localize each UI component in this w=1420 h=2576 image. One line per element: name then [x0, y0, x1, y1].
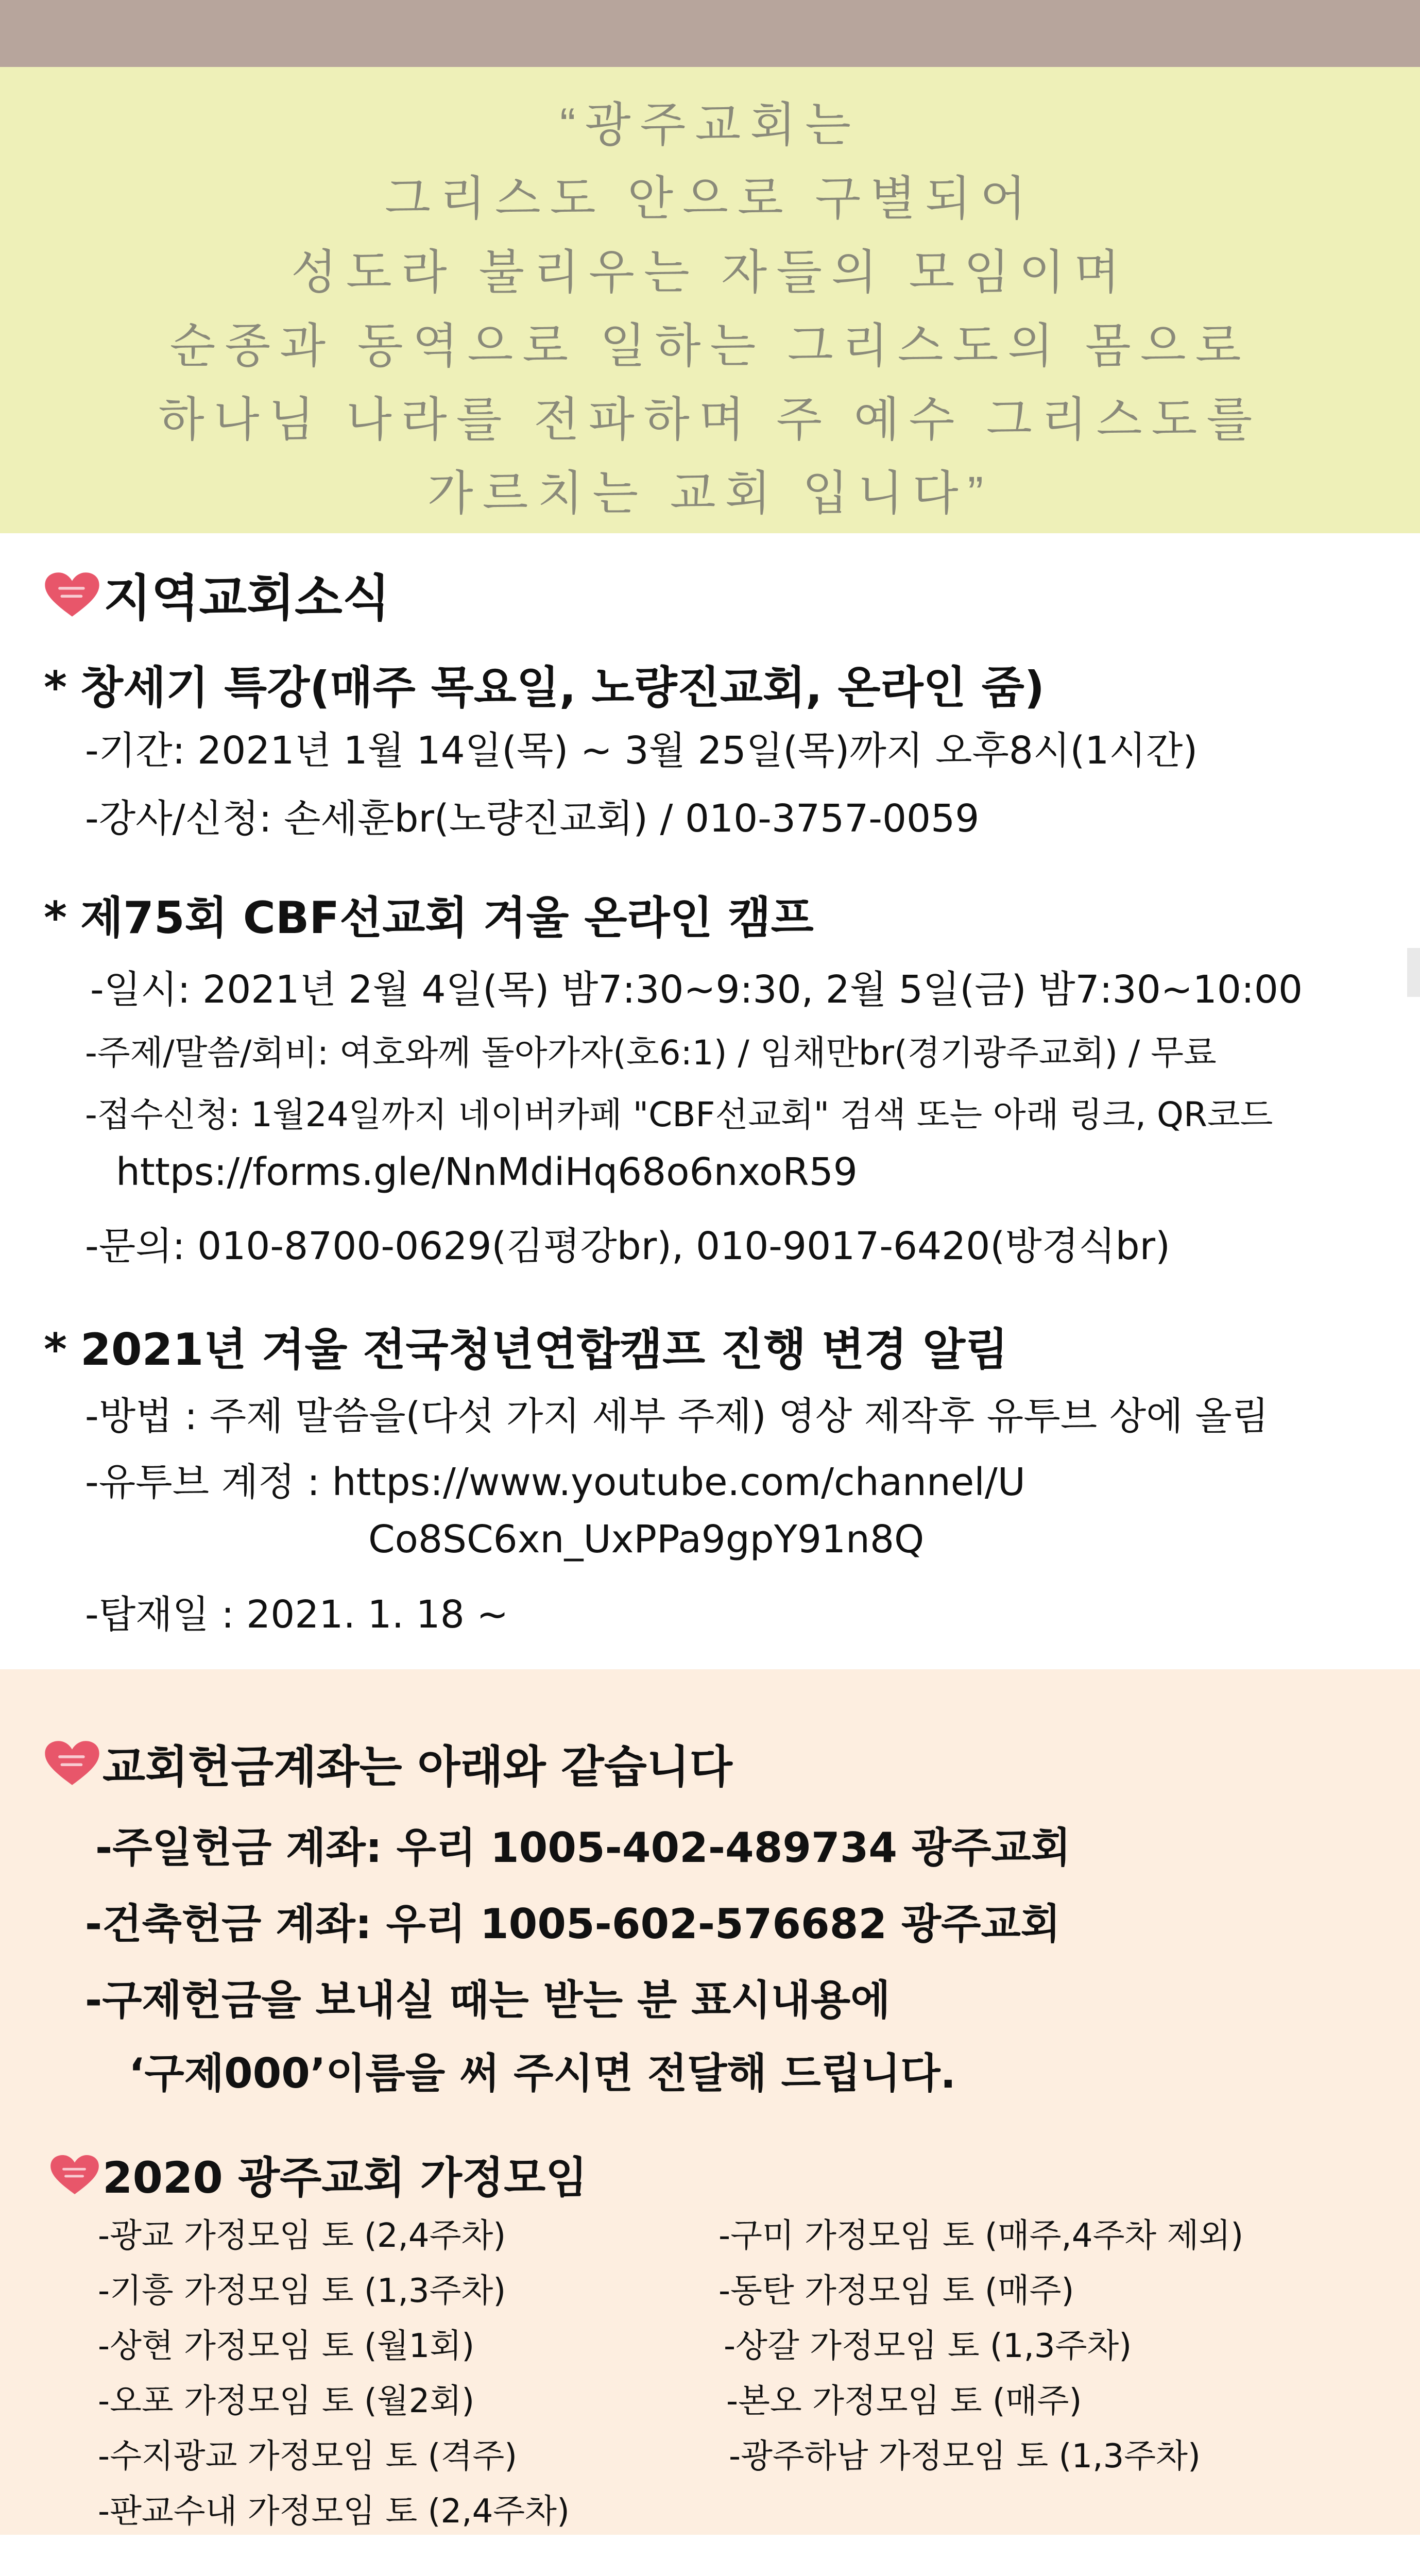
news-item-line: -주제/말씀/회비: 여호와께 돌아가자(호6:1) / 임채만br(경기광주교회) / 무료: [85, 1033, 1217, 1073]
motto-line: “광주교회는: [560, 99, 860, 151]
offering-header: [44, 1731, 732, 1795]
heart-icon: [44, 571, 100, 618]
home-group-item: -광주하남 가정모임 토 (1,3주차): [729, 2437, 1201, 2476]
news-item-line: -탑재일 : 2021. 1. 18 ~: [85, 1592, 509, 1637]
top-band: [0, 0, 1420, 67]
news-link[interactable]: Co8SC6xn_UxPPa9gpY91n8Q: [368, 1517, 925, 1562]
home-group-item: -동탄 가정모임 토 (매주): [718, 2272, 1074, 2310]
news-item-line: -유투브 계정 : https://www.youtube.com/channel/U: [85, 1460, 1025, 1504]
motto-line: 성도라 불리우는 자들의 모임이며: [291, 246, 1129, 299]
news-item-heading: [44, 1314, 1008, 1378]
home-groups-title: 2020 광주교회 가정모임: [102, 2153, 588, 2203]
offering-title: 교회헌금계좌는 아래와 같습니다: [102, 1741, 732, 1793]
home-group-item: -본오 가정모임 토 (매주): [726, 2382, 1082, 2420]
news-item-heading: [44, 652, 1045, 716]
motto-line: 하나님 나라를 전파하며 주 예수 그리스도를: [158, 394, 1262, 446]
news-section-title: 지역교회소식: [104, 569, 390, 627]
motto-line: 그리스도 안으로 구별되어: [385, 173, 1035, 225]
news-item-line: -접수신청: 1월24일까지 네이버카페 "CBF선교회" 검색 또는 아래 링크, QR코드: [85, 1095, 1273, 1134]
news-item-line: -방법 : 주제 말씀을(다섯 가지 세부 주제) 영상 제작후 유투브 상에 올림: [85, 1394, 1269, 1438]
relief-note: -구제헌금을 보내실 때는 받는 분 표시내용에: [85, 1976, 891, 2024]
home-group-item: -수지광교 가정모임 토 (격주): [98, 2437, 518, 2476]
home-groups-header: [49, 2143, 587, 2206]
news-item-line: -기간: 2021년 1월 14일(목) ~ 3월 25일(목)까지 오후8시(1시간): [85, 728, 1198, 773]
asterisk-icon: *: [44, 662, 67, 714]
motto-line: 순종과 동역으로 일하는 그리스도의 몸으로: [169, 320, 1251, 372]
home-group-item: -판교수내 가정모임 토 (2,4주차): [98, 2493, 570, 2531]
news-item-line: -일시: 2021년 2월 4일(목) 밤7:30~9:30, 2월 5일(금) 밤7:30~10:00: [90, 968, 1303, 1012]
relief-note: ‘구제000’이름을 써 주시면 전달해 드립니다.: [129, 2049, 956, 2097]
news-item-heading: [44, 882, 814, 946]
edge-divider: [1407, 948, 1420, 997]
account-line: -주일헌금 계좌: 우리 1005-402-489734 광주교회: [95, 1824, 1071, 1872]
home-group-item: -상현 가정모임 토 (월1회): [98, 2327, 475, 2365]
news-item-title: 창세기 특강(매주 목요일, 노량진교회, 온라인 줌): [80, 662, 1045, 714]
home-group-item: -구미 가정모임 토 (매주,4주차 제외): [718, 2217, 1244, 2255]
news-section-header: [44, 559, 390, 630]
home-group-item: -상갈 가정모임 토 (1,3주차): [724, 2327, 1132, 2365]
news-item-line: -문의: 010-8700-0629(김평강br), 010-9017-6420(방경식br): [85, 1224, 1170, 1268]
motto-line: 가르치는 교회 입니다”: [427, 467, 993, 520]
home-group-item: -광교 가정모임 토 (2,4주차): [98, 2217, 506, 2255]
asterisk-icon: *: [44, 1324, 67, 1376]
asterisk-icon: *: [44, 892, 67, 944]
heart-icon: [49, 2154, 100, 2195]
heart-icon: [44, 1740, 100, 1786]
news-item-line: -강사/신청: 손세훈br(노량진교회) / 010-3757-0059: [85, 796, 980, 841]
news-link[interactable]: https://forms.gle/NnMdiHq68o6nxoR59: [116, 1150, 858, 1194]
home-group-item: -기흥 가정모임 토 (1,3주차): [98, 2272, 506, 2310]
news-item-title: 제75회 CBF선교회 겨울 온라인 캠프: [80, 892, 814, 944]
home-group-item: -오포 가정모임 토 (월2회): [98, 2382, 475, 2420]
account-line: -건축헌금 계좌: 우리 1005-602-576682 광주교회: [85, 1900, 1060, 1948]
news-item-title: 2021년 겨울 전국청년연합캠프 진행 변경 알림: [80, 1324, 1008, 1376]
motto-block: [0, 67, 1420, 533]
